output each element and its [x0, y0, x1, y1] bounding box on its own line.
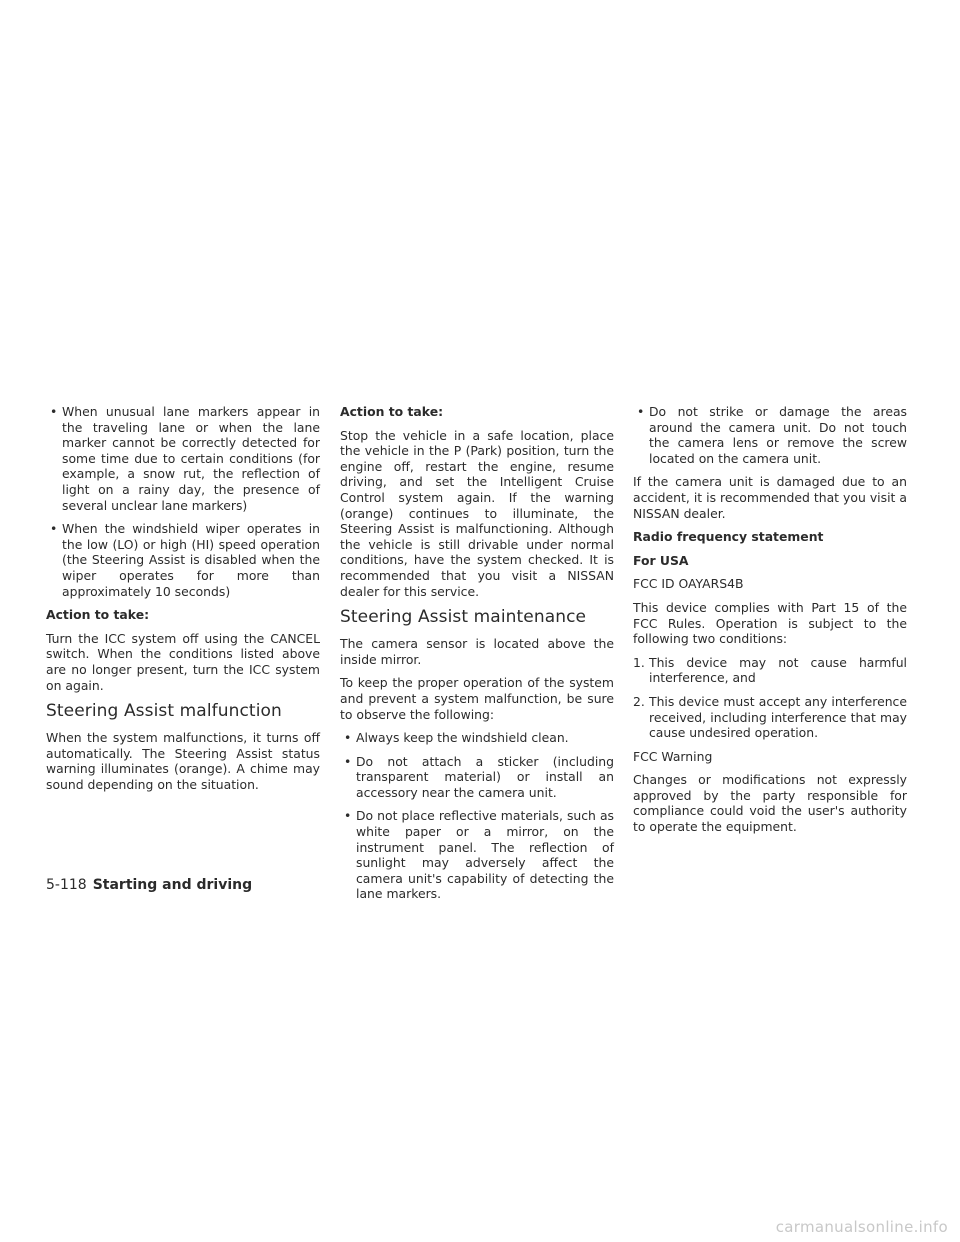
page-number: 5-118 [46, 877, 87, 893]
action-text: Turn the ICC system off using the CANCEL switch. When the conditions listed above are no longer present, turn the ICC system on again. [46, 630, 320, 693]
numbered-item [633, 655, 907, 686]
action-text: Stop the vehicle in a safe location, place the vehicle in the P (Park) position, turn the engine off, restart the engine, resume driving, and set the Intelligent Cruise Control system again. If the warning (orange) continues to illuminate, the Steering Assist is malfunctioning. Although the vehicle is still drivable under normal conditions, have the system checked. It is recommended that you visit a NISSAN dealer for this service. [340, 427, 614, 599]
section-heading-malfunction: Steering Assist malfunction [46, 701, 282, 722]
bullet-item: • Always keep the windshield clean. [340, 730, 614, 746]
malfunction-text: When the system malfunctions, it turns off automatically. The Steering Assist status warning illuminates (orange). A chime may sound depending on the situation. [46, 730, 320, 792]
numbered-item [633, 694, 907, 741]
section-heading-maintenance: Steering Assist maintenance [340, 607, 587, 628]
bullet-item: • Do not strike or damage the areas around the camera unit. Do not touch the camera lens or remove the screw located on the camera unit. [633, 404, 907, 466]
maintenance-text: The camera sensor is located above the inside mirror. [340, 636, 614, 667]
watermark: carmanualsonline.info [775, 1218, 948, 1236]
section-title: Starting and driving [92, 877, 253, 893]
usa-heading: For USA [633, 552, 689, 568]
bullet-item: • When the windshield wiper operates in the low (LO) or high (HI) speed operation (the Steering Assist is disabled when the wiper operates for more than approximately 10 seconds) [46, 521, 320, 599]
bullet-item: • When unusual lane markers appear in the traveling lane or when the lane marker cannot be correctly detected for some time due to certain conditions (for example, a snow rut, the reflection of light on a rainy day, the presence of several unclear lane markers) [46, 404, 320, 513]
fcc-id: FCC ID OAYARS4B [633, 576, 744, 592]
item-number: 2. [633, 693, 645, 709]
page-footer [46, 877, 252, 893]
item-text: This device may not cause harmful interference, and [649, 654, 907, 686]
fcc-warning-label: FCC Warning [633, 748, 713, 764]
compliance-text: This device complies with Part 15 of the FCC Rules. Operation is subject to the following two conditions: [633, 599, 907, 647]
bullet-item: • Do not attach a sticker (including transparent material) or install an accessory near the camera unit. [340, 754, 614, 801]
action-heading: Action to take: [46, 607, 150, 623]
column-left [46, 404, 320, 800]
item-text: This device must accept any interference received, including interference that may cause undesired operation. [649, 693, 907, 741]
radio-frequency-heading: Radio frequency statement [633, 529, 824, 545]
maintenance-text: To keep the proper operation of the system and prevent a system malfunction, be sure to observe the following: [340, 675, 614, 722]
action-heading: Action to take: [340, 404, 444, 419]
warning-text: Changes or modifications not expressly approved by the party responsible for compliance could void the user's authority to operate the equipment. [633, 772, 907, 835]
bullet-item: • Do not place reflective materials, such as white paper or a mirror, on the instrument panel. The reflection of sunlight may adversely affect the camera unit's capability of detecting the lane markers. [340, 808, 614, 902]
column-right [633, 404, 907, 843]
column-middle [340, 404, 614, 910]
item-number: 1. [633, 654, 645, 670]
damage-text: If the camera unit is damaged due to an accident, it is recommended that you visit a NISSAN dealer. [633, 474, 907, 521]
